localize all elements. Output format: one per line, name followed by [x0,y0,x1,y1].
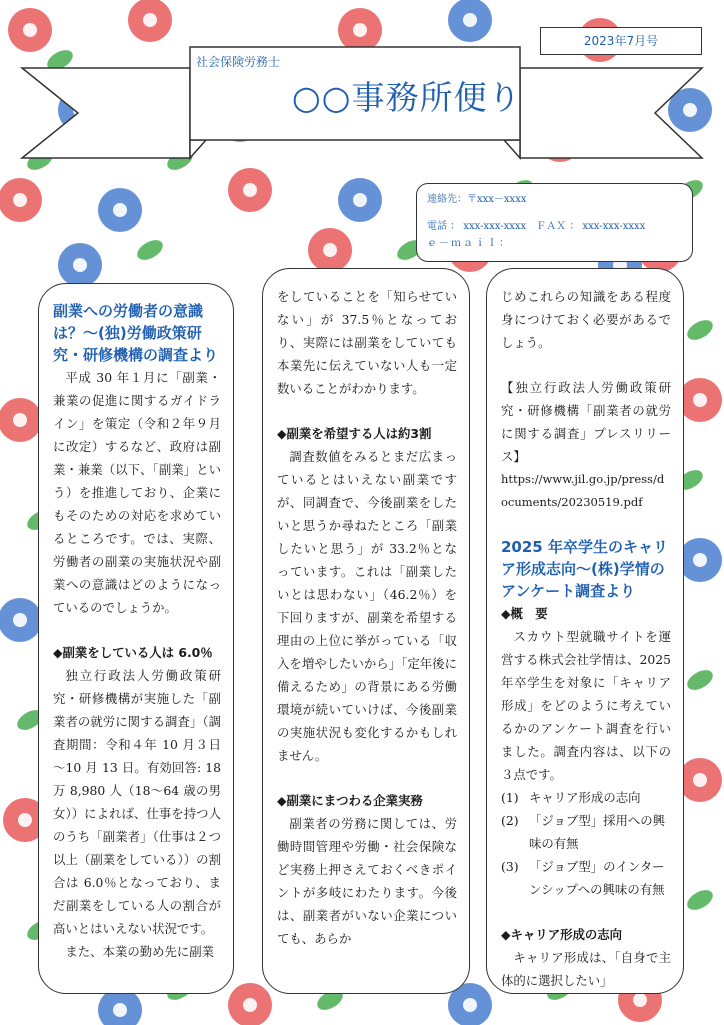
paragraph: 副業者の労務に関しては、労働時間管理や労働・社会保険など実務上押さえておくべきポイントが多岐にわたります。今後は、副業者がいない企業についても、あらか [277,816,457,946]
paragraph: キャリア形成は、「自身で主体的に選択したい」 [501,950,671,988]
paragraph: スカウト型就職サイトを運営する株式会社学情は、2025 年卒学生を対象に「キャリア形成」をどのように考えているかのアンケート調査を行いました。調査内容は、以下の３点です。 [501,629,671,782]
article-heading-side-job: 副業への労働者の意識は？～(独)労働政策研究・研修機構の調査より [53,302,219,364]
subheading: ◆副業を希望する人は約3割 [277,426,432,441]
contact-phone: 電話 ： xxx-xxx-xxxx [427,221,527,232]
paragraph: 平成 30 年１月に「副業・兼業の促進に関するガイドライン」を策定（令和２年９月に改定）するなど、政府は副業・兼業（以下、「副業」という）を推進しており、企業にもそのための対応を求めているところです。では、実際、労働者の副業の実施状況や副業への意識はどのようになっているのでしょうか。 [53,370,221,615]
contact-fax: ＦＡＸ ： xxx-xxx-xxxx [536,221,646,232]
article-heading-career: 2025 年卒学生のキャリア形成志向～(株)学情のアンケート調査より [501,538,668,600]
article-column-3 [486,268,684,994]
paragraph: をしていることを「知らせていない」が 37.5％となっており、実際には副業をしていても本業先に伝えていない人も一定数いることがわかります。 [277,289,457,396]
subheading: ◆副業をしている人は 6.0％ [53,645,213,660]
office-label: 社会保険労務士 [196,55,281,69]
list-item: (3) 「ジョブ型」のインターンシップへの興味の有無 [501,859,665,897]
issue-date-box: 2023年7月号 [540,27,702,55]
subheading: ◆副業にまつわる企業実務 [277,793,423,808]
list-item: (1) キャリア形成の志向 [501,790,641,805]
source-citation: 【独立行政法人労働政策研究・研修機構「副業者の就労に関する調査」プレスリリース】 [501,380,671,464]
contact-box [416,183,693,262]
subheading: ◆キャリア形成の志向 [501,927,623,942]
source-url: https://www.jil.go.jp/press/documents/20230519.pdf [501,472,665,509]
paragraph: じめこれらの知識をある程度身につけておく必要があるでしょう。 [501,289,671,350]
article-column-2 [262,268,470,994]
paragraph: 調査数値をみるとまだ広まっているとはいえない副業ですが、同調査で、今後副業をしたいと思うか尋ねたところ「副業したいと思う」が 33.2％となっています。これは「副業したいとは思わない」（46.2％）を下回りますが、副業を希望する理由の上位に挙がっている「収入を増やしたいから」「定年後に備えるため」の背景にある労働環境が続いていけば、今後副業の実施状況も変化するかもしれません。 [277,449,457,763]
contact-email: ｅ－ｍａｉｌ： [427,238,511,249]
paragraph: また、本業の勤め先に副業 [65,944,215,959]
newsletter-title: ○○事務所便り [292,78,522,117]
contact-address: 連絡先：〒xxx－xxxx [427,194,527,205]
paragraph: 独立行政法人労働政策研究・研修機構が実施した「副業者の就労に関する調査」（調査期間：令和４年 10 月３日～10 月 13 日。有効回答: 18 万 8,980 人（18～64 歳の男女））によれば、仕事を持つ人のうち「副業者」（仕事は２つ以上（副業をしている））の割合は 6.0％となっており、まだ副業をしている人の割合が高いとはいえない状況です。 [53,668,221,936]
list-item: (2) 「ジョブ型」採用への興味の有無 [501,813,666,851]
subheading: ◆概 要 [501,606,548,621]
article-column-1 [38,283,234,994]
